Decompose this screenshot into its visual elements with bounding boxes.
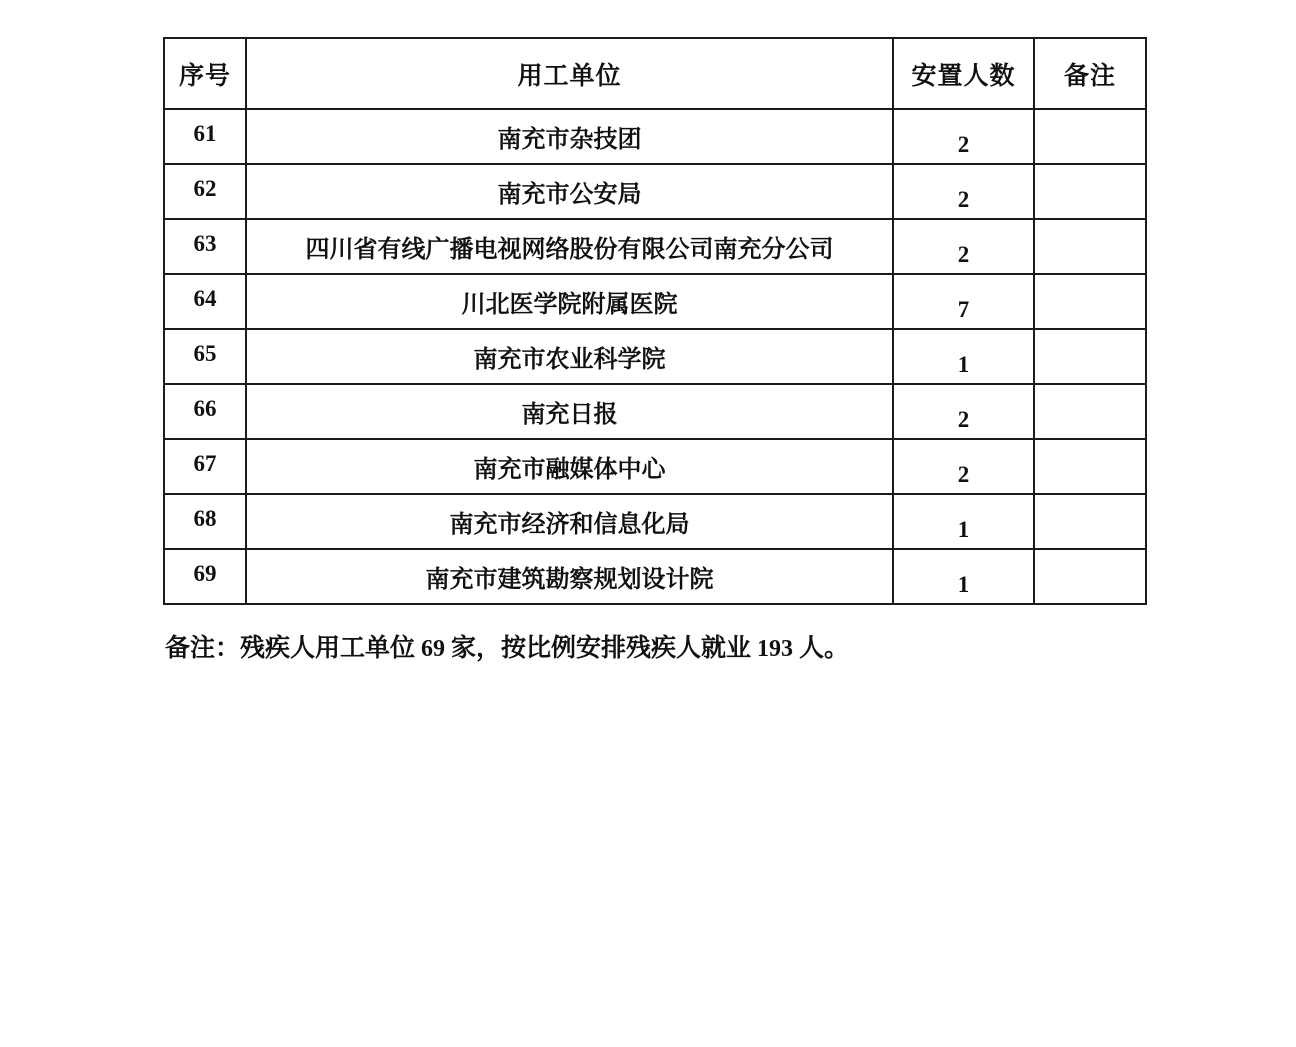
- remark-cell: [1034, 109, 1146, 164]
- header-employer-unit: 用工单位: [246, 38, 893, 109]
- placement-count: 2: [893, 109, 1034, 164]
- placement-count: 2: [893, 219, 1034, 274]
- table-row: [164, 164, 1146, 219]
- table-footnote: [163, 628, 1145, 664]
- serial-number: 66: [164, 384, 246, 439]
- table-row: [164, 274, 1146, 329]
- employer-unit: 南充市经济和信息化局: [246, 494, 893, 549]
- serial-number: 65: [164, 329, 246, 384]
- placement-count: 2: [893, 164, 1034, 219]
- placement-count: 1: [893, 549, 1034, 604]
- document-content: [163, 37, 1145, 664]
- table-row: [164, 384, 1146, 439]
- employer-unit: 南充市融媒体中心: [246, 439, 893, 494]
- employer-unit: 南充市杂技团: [246, 109, 893, 164]
- serial-number: 63: [164, 219, 246, 274]
- footnote-text-2: 家，按比例安排残疾人就业: [451, 634, 752, 662]
- serial-number: 64: [164, 274, 246, 329]
- header-serial-number: 序号: [164, 38, 246, 109]
- remark-cell: [1034, 439, 1146, 494]
- employer-unit: 南充日报: [246, 384, 893, 439]
- employer-unit: 四川省有线广播电视网络股份有限公司南充分公司: [246, 219, 893, 274]
- footnote-label: 备注：: [165, 634, 241, 662]
- employer-unit: 南充市公安局: [246, 164, 893, 219]
- remark-cell: [1034, 494, 1146, 549]
- table-row: [164, 109, 1146, 164]
- placement-count: 2: [893, 439, 1034, 494]
- table-header-row: [164, 38, 1146, 109]
- footnote-people-count: 193: [757, 636, 794, 662]
- placement-count: 7: [893, 274, 1034, 329]
- table-row: [164, 494, 1146, 549]
- serial-number: 67: [164, 439, 246, 494]
- placement-count: 2: [893, 384, 1034, 439]
- serial-number: 61: [164, 109, 246, 164]
- employer-unit: 南充市建筑勘察规划设计院: [246, 549, 893, 604]
- footnote-text-3: 人。: [799, 634, 850, 662]
- footnote-text-1: 残疾人用工单位: [240, 634, 416, 662]
- footnote-unit-count: 69: [421, 636, 446, 662]
- serial-number: 62: [164, 164, 246, 219]
- serial-number: 68: [164, 494, 246, 549]
- employment-placement-table: [163, 37, 1147, 605]
- table-row: [164, 219, 1146, 274]
- remark-cell: [1034, 274, 1146, 329]
- header-placement-count: 安置人数: [893, 38, 1034, 109]
- employer-unit: 川北医学院附属医院: [246, 274, 893, 329]
- employer-unit: 南充市农业科学院: [246, 329, 893, 384]
- remark-cell: [1034, 329, 1146, 384]
- table-row: [164, 439, 1146, 494]
- placement-count: 1: [893, 329, 1034, 384]
- remark-cell: [1034, 164, 1146, 219]
- table-row: [164, 549, 1146, 604]
- header-remarks: 备注: [1034, 38, 1146, 109]
- placement-count: 1: [893, 494, 1034, 549]
- remark-cell: [1034, 549, 1146, 604]
- table-row: [164, 329, 1146, 384]
- serial-number: 69: [164, 549, 246, 604]
- remark-cell: [1034, 384, 1146, 439]
- remark-cell: [1034, 219, 1146, 274]
